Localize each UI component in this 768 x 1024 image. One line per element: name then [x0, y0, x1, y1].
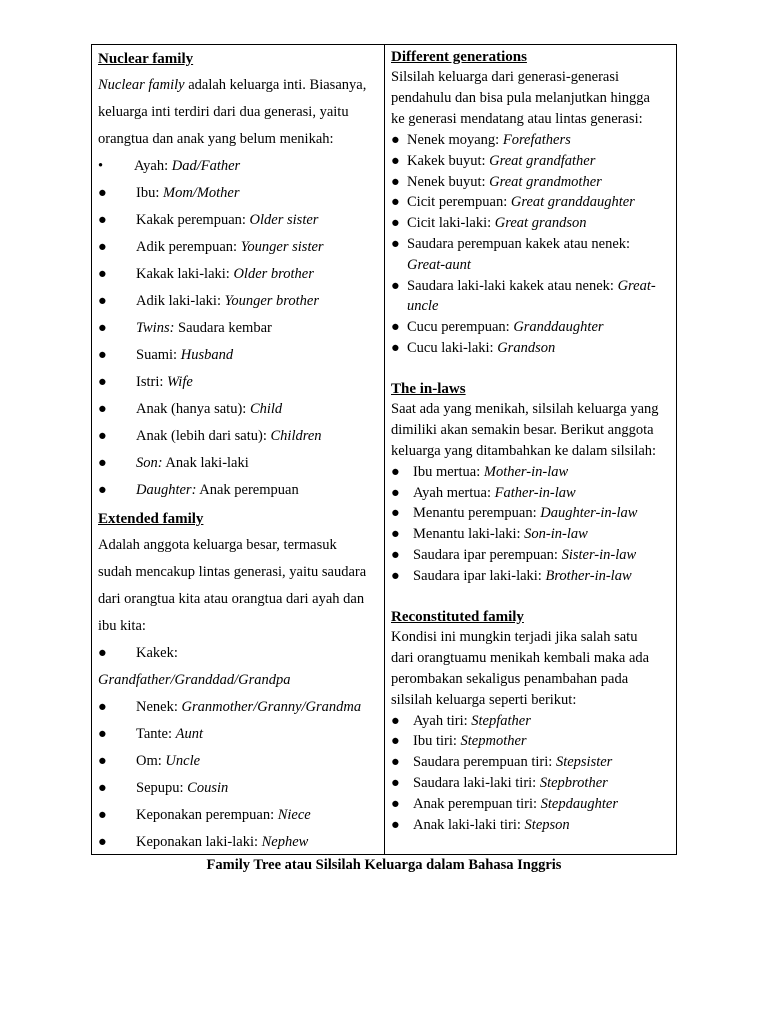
bullet: ● — [98, 212, 107, 228]
list-item — [391, 317, 670, 338]
list-item — [391, 794, 670, 815]
label: Ibu: — [136, 185, 163, 201]
list-item-text — [413, 752, 670, 773]
intro-term: Nuclear family — [98, 77, 185, 93]
list-item — [391, 234, 670, 276]
list-item — [98, 802, 378, 829]
bullet: ● — [98, 401, 107, 417]
label: Adik laki-laki: — [136, 293, 225, 309]
list-item — [98, 721, 378, 748]
paragraph-line: silsilah keluarga seperti berikut: — [391, 691, 577, 708]
bullet: ● — [391, 235, 400, 252]
label: Menantu laki-laki: — [413, 526, 525, 543]
paragraph-line: ibu kita: — [98, 618, 146, 634]
list-item-text — [407, 213, 670, 234]
label: Sepupu: — [136, 780, 188, 796]
bullet: ● — [391, 215, 400, 232]
extended-family-title: Extended family — [98, 511, 204, 527]
list-item-text — [136, 477, 299, 504]
english-term: Aunt — [175, 726, 204, 742]
bullet: ● — [98, 726, 107, 742]
english-term: Great grandfather — [489, 152, 596, 169]
label: Saudara laki-laki tiri: — [413, 774, 540, 791]
list-item — [98, 450, 378, 477]
list-item-text — [407, 130, 670, 151]
list-item — [98, 153, 378, 180]
english-term: Dad/Father — [171, 158, 241, 174]
generations-intro — [391, 67, 670, 130]
english-term: Great grandmother — [489, 173, 602, 190]
translation: Saudara kembar — [174, 320, 272, 336]
english-term: Older brother — [233, 266, 314, 282]
english-term: Children — [270, 428, 322, 444]
list-item — [391, 130, 670, 151]
family-table — [91, 44, 677, 855]
bullet: ● — [391, 546, 400, 563]
bullet: ● — [98, 428, 107, 444]
list-item — [98, 775, 378, 802]
list-item — [98, 288, 378, 315]
right-column — [385, 45, 676, 854]
english-term: Nephew — [261, 834, 309, 850]
reconstituted-intro — [391, 627, 670, 711]
bullet: ● — [98, 834, 107, 850]
list-item — [391, 338, 670, 359]
label: Om: — [136, 753, 166, 769]
list-item-text — [136, 829, 308, 856]
label: Ibu mertua: — [413, 463, 484, 480]
list-item-text — [413, 773, 670, 794]
label: Cicit laki-laki: — [407, 215, 495, 232]
paragraph-line: Kondisi ini mungkin terjadi jika salah satu — [391, 628, 638, 645]
label: Saudara ipar perempuan: — [413, 546, 562, 563]
list-item-text — [407, 234, 670, 276]
english-term: Stepsister — [555, 754, 613, 771]
english-term: Mom/Mother — [162, 185, 240, 201]
english-term: Stepson — [524, 816, 570, 833]
label: Anak (hanya satu): — [136, 401, 250, 417]
bullet: ● — [391, 484, 400, 501]
list-item-text — [407, 172, 670, 193]
list-item-text — [136, 396, 282, 423]
term: Son: — [136, 455, 163, 471]
bullet: ● — [391, 173, 400, 190]
list-item-text — [136, 261, 314, 288]
bullet: ● — [391, 567, 400, 584]
bullet: ● — [98, 807, 107, 823]
list-item — [98, 423, 378, 450]
bullet: ● — [391, 463, 400, 480]
list-item-kakek — [98, 640, 378, 667]
english-term: Mother-in-law — [483, 463, 569, 480]
list-item — [391, 151, 670, 172]
list-item-text — [413, 711, 670, 732]
list-item-text — [136, 342, 233, 369]
nuclear-family-title: Nuclear family — [98, 51, 194, 67]
paragraph-line: Silsilah keluarga dari generasi-generasi — [391, 69, 620, 85]
english-term: Younger brother — [224, 293, 319, 309]
bullet: ● — [98, 266, 107, 282]
bullet: ● — [391, 277, 400, 294]
list-item-text — [136, 369, 193, 396]
english-term: Granmother/Granny/Grandma — [181, 699, 362, 715]
list-item — [391, 711, 670, 732]
list-item-text — [407, 276, 670, 318]
bullet: ● — [98, 320, 107, 336]
bullet: ● — [98, 374, 107, 390]
label: Nenek buyut: — [407, 173, 490, 190]
reconstituted-list — [391, 711, 670, 836]
list-item — [391, 172, 670, 193]
different-generations-title: Different generations — [391, 49, 527, 65]
bullet: ● — [98, 185, 107, 201]
label: Ayah tiri: — [413, 712, 472, 729]
list-item — [98, 477, 378, 504]
bullet: ● — [391, 152, 400, 169]
label: Anak perempuan tiri: — [413, 795, 541, 812]
bullet: ● — [391, 712, 400, 729]
nuclear-family-intro-2: keluarga inti terdiri dari dua generasi, yaitu — [98, 104, 349, 120]
bullet: ● — [98, 293, 107, 309]
list-item-text — [136, 423, 322, 450]
list-item — [391, 503, 670, 524]
paragraph-line: dari orangtuamu menikah kembali maka ada — [391, 649, 650, 666]
english-term: Sister-in-law — [561, 546, 637, 563]
list-item-text — [407, 317, 670, 338]
label: Adik perempuan: — [136, 239, 241, 255]
list-item-text — [136, 450, 249, 477]
english-term: Brother-in-law — [545, 567, 632, 584]
generations-list — [391, 130, 670, 359]
bullet: ● — [391, 132, 400, 148]
bullet: ● — [391, 526, 400, 543]
label: Anak laki-laki tiri: — [413, 816, 525, 833]
bullet: ● — [98, 455, 107, 471]
translation: Anak perempuan — [196, 482, 299, 498]
bullet: ● — [98, 699, 107, 715]
list-item — [391, 524, 670, 545]
english-term: Forefathers — [502, 132, 571, 148]
bullet: • — [98, 158, 104, 174]
paragraph-line: sudah mencakup lintas generasi, yaitu saudara — [98, 564, 367, 580]
list-item-text — [413, 483, 670, 504]
english-term: Great granddaughter — [510, 194, 635, 211]
list-item — [98, 342, 378, 369]
bullet: ● — [391, 319, 400, 336]
label: Saudara ipar laki-laki: — [413, 567, 546, 584]
list-item — [391, 192, 670, 213]
paragraph-line: keluarga yang ditambahkan ke dalam silsilah: — [391, 442, 657, 459]
label: Suami: — [136, 347, 181, 363]
english-term: Wife — [167, 374, 193, 390]
bullet: ● — [391, 774, 400, 791]
list-item-text — [413, 566, 670, 587]
list-item-text — [136, 694, 361, 721]
list-item — [391, 773, 670, 794]
label: Keponakan perempuan: — [136, 807, 278, 823]
reconstituted-family-title: Reconstituted family — [391, 608, 524, 625]
extended-family-intro — [98, 532, 378, 640]
list-item — [391, 483, 670, 504]
nuclear-family-list — [98, 153, 378, 504]
label: Kakak laki-laki: — [136, 266, 234, 282]
paragraph-line: dimiliki akan semakin besar. Berikut anggota — [391, 421, 654, 438]
bullet: ● — [391, 339, 400, 356]
list-item — [391, 731, 670, 752]
label: Cucu laki-laki: — [407, 339, 498, 356]
term: Twins: — [136, 320, 175, 336]
english-term: Great-uncle — [407, 277, 656, 315]
english-term: Niece — [277, 807, 311, 823]
kakek-value: Grandfather/Granddad/Grandpa — [98, 672, 291, 688]
label: Ayah mertua: — [413, 484, 495, 501]
list-item-text — [136, 775, 228, 802]
paragraph-line: perombakan sekaligus penambahan pada — [391, 670, 629, 687]
english-term: Uncle — [165, 753, 201, 769]
list-item — [391, 566, 670, 587]
label: Cucu perempuan: — [407, 319, 514, 336]
list-item — [391, 815, 670, 836]
list-item — [98, 315, 378, 342]
label: Nenek moyang: — [407, 132, 503, 148]
list-item — [391, 545, 670, 566]
bullet: ● — [391, 194, 400, 211]
paragraph-line: dari orangtua kita atau orangtua dari ayah dan — [98, 591, 365, 607]
label: Keponakan laki-laki: — [136, 834, 262, 850]
english-term: Cousin — [187, 780, 229, 796]
in-laws-title: The in-laws — [391, 380, 466, 397]
list-item-text — [407, 338, 670, 359]
list-item-text — [136, 315, 272, 342]
bullet: ● — [98, 753, 107, 769]
list-item — [98, 369, 378, 396]
list-item — [98, 694, 378, 721]
list-item — [391, 752, 670, 773]
in-laws-list — [391, 462, 670, 587]
label: Tante: — [136, 726, 176, 742]
list-item-text — [136, 234, 324, 261]
list-item — [98, 207, 378, 234]
english-term: Younger sister — [240, 239, 324, 255]
bullet: ● — [98, 239, 107, 255]
in-laws-intro — [391, 399, 670, 462]
list-item — [98, 234, 378, 261]
label: Saudara perempuan kakek atau nenek: — [407, 235, 634, 252]
list-item — [98, 261, 378, 288]
label: Ibu tiri: — [413, 733, 461, 750]
intro-rest: adalah keluarga inti. Biasanya, — [184, 77, 367, 93]
bullet: ● — [98, 780, 107, 796]
list-item-text — [407, 151, 670, 172]
paragraph-line: ke generasi mendatang atau lintas generasi: — [391, 111, 643, 127]
english-term: Stepfather — [471, 712, 531, 729]
english-term: Stepdaughter — [540, 795, 618, 812]
label: Ayah: — [134, 158, 172, 174]
label: Saudara perempuan tiri: — [413, 754, 556, 771]
paragraph-line: Adalah anggota keluarga besar, termasuk — [98, 537, 337, 553]
english-term: Daughter-in-law — [540, 505, 638, 522]
term: Daughter: — [136, 482, 197, 498]
english-term: Husband — [180, 347, 234, 363]
list-item-text — [407, 192, 670, 213]
list-item — [391, 213, 670, 234]
list-item-text — [413, 462, 670, 483]
bullet: ● — [391, 754, 400, 771]
list-item-text — [136, 180, 240, 207]
english-term: Grandson — [497, 339, 556, 356]
list-item — [391, 462, 670, 483]
english-term: Child — [249, 401, 283, 417]
list-item-text — [413, 815, 670, 836]
english-term: Older sister — [249, 212, 319, 228]
bullet: ● — [391, 795, 400, 812]
label: Kakak perempuan: — [136, 212, 250, 228]
label: Nenek: — [136, 699, 182, 715]
list-item-text — [136, 721, 203, 748]
list-item-text — [136, 288, 319, 315]
english-term: Stepmother — [460, 733, 527, 750]
english-term: Great-aunt — [407, 256, 471, 273]
label: Istri: — [136, 374, 168, 390]
list-item-text — [413, 524, 670, 545]
list-item-text — [413, 794, 670, 815]
english-term: Father-in-law — [494, 484, 576, 501]
nuclear-family-intro — [98, 72, 378, 99]
english-term: Son-in-law — [524, 526, 588, 543]
label: Anak (lebih dari satu): — [136, 428, 271, 444]
list-item-text — [136, 748, 200, 775]
list-item — [98, 829, 378, 856]
bullet: ● — [98, 645, 107, 661]
paragraph-line: pendahulu dan bisa pula melanjutkan hingga — [391, 90, 650, 106]
english-term: Great grandson — [494, 215, 587, 232]
list-item — [98, 748, 378, 775]
list-item-text — [136, 207, 318, 234]
list-item-text — [413, 503, 670, 524]
paragraph-line: Saat ada yang menikah, silsilah keluarga yang — [391, 400, 659, 417]
bullet: ● — [391, 816, 400, 833]
bullet: ● — [98, 347, 107, 363]
list-item-text — [413, 731, 670, 752]
label: Menantu perempuan: — [413, 505, 541, 522]
page-caption: Family Tree atau Silsilah Keluarga dalam Bahasa Inggris — [206, 857, 562, 873]
nuclear-family-intro-3: orangtua dan anak yang belum menikah: — [98, 131, 334, 147]
label: Saudara laki-laki kakek atau nenek: — [407, 277, 618, 294]
list-item-text — [136, 802, 311, 829]
bullet: ● — [98, 482, 107, 498]
translation: Anak laki-laki — [162, 455, 249, 471]
list-item-text — [134, 153, 240, 180]
label: Cicit perempuan: — [407, 194, 511, 211]
english-term: Granddaughter — [513, 319, 604, 336]
list-item — [98, 396, 378, 423]
kakek-label: Kakek: — [136, 645, 178, 661]
list-item-text — [413, 545, 670, 566]
list-item — [98, 180, 378, 207]
label: Kakek buyut: — [407, 152, 490, 169]
bullet: ● — [391, 733, 400, 750]
left-column — [92, 45, 385, 854]
extended-family-list — [98, 694, 378, 856]
list-item — [391, 276, 670, 318]
english-term: Stepbrother — [539, 774, 608, 791]
bullet: ● — [391, 505, 400, 522]
